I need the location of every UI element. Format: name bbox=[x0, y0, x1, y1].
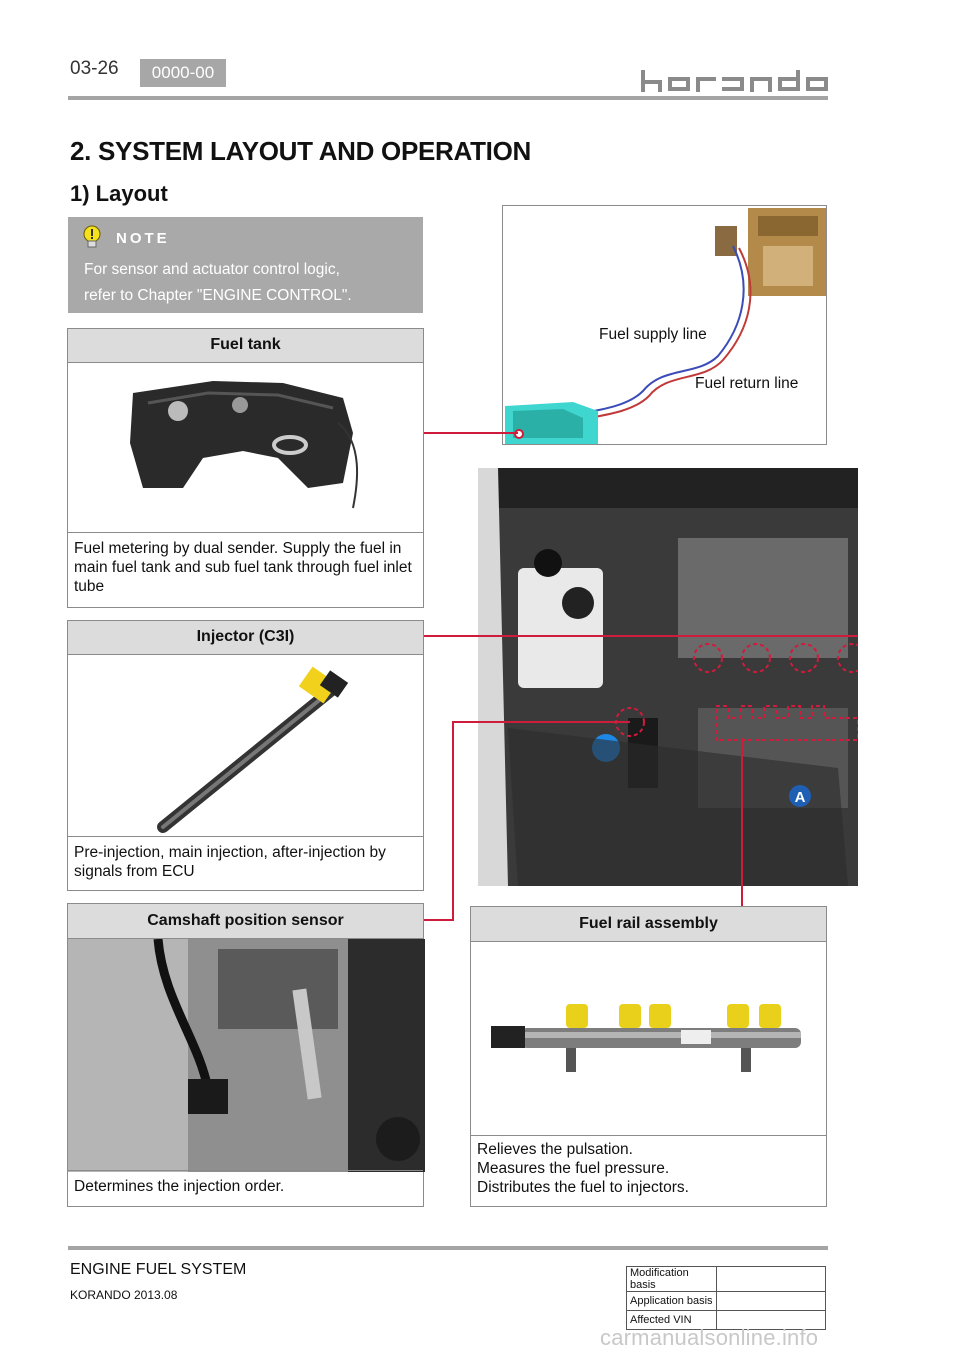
callout-line-camshaft-h2 bbox=[452, 721, 630, 723]
fuel-tank-image bbox=[68, 363, 425, 533]
footer-date: KORANDO 2013.08 bbox=[70, 1288, 178, 1302]
fuel-rail-image bbox=[471, 942, 828, 1137]
note-label: NOTE bbox=[116, 230, 170, 247]
note-text bbox=[84, 257, 352, 309]
fuel-rail-description bbox=[471, 1135, 826, 1206]
camshaft-sensor-title: Camshaft position sensor bbox=[68, 904, 423, 939]
table-cell-value bbox=[717, 1292, 826, 1311]
engine-marker-label: A bbox=[794, 789, 806, 806]
fuel-rail-line-1: Relieves the pulsation. bbox=[477, 1141, 633, 1158]
table-cell-value bbox=[717, 1267, 826, 1292]
fuel-return-label: Fuel return line bbox=[695, 375, 799, 392]
footer-rule bbox=[68, 1246, 828, 1250]
section-title: 2. SYSTEM LAYOUT AND OPERATION bbox=[70, 136, 531, 166]
fuel-lines-diagram bbox=[502, 205, 827, 445]
callout-line-camshaft-h1 bbox=[424, 919, 454, 921]
fuel-rail-line-3: Distributes the fuel to injectors. bbox=[477, 1179, 689, 1196]
korando-logo bbox=[640, 70, 828, 92]
table-cell-label: Modification basis bbox=[627, 1267, 717, 1292]
header-rule bbox=[68, 96, 828, 100]
injector-box bbox=[67, 620, 424, 891]
table-row bbox=[627, 1292, 826, 1311]
note-line-1: For sensor and actuator control logic, bbox=[84, 261, 340, 278]
note-line-2: refer to Chapter "ENGINE CONTROL". bbox=[84, 287, 352, 304]
modification-table bbox=[626, 1266, 826, 1330]
callout-line-camshaft-v bbox=[452, 721, 454, 921]
watermark: carmanualsonline.info bbox=[600, 1325, 819, 1350]
lightbulb-icon bbox=[80, 224, 104, 250]
injector-image bbox=[68, 655, 425, 838]
page-number: 03-26 bbox=[70, 58, 119, 79]
injector-title: Injector (C3I) bbox=[68, 621, 423, 655]
injector-description: Pre-injection, main injection, after-injection by signals from ECU bbox=[68, 836, 423, 890]
fuel-rail-box bbox=[470, 906, 827, 1207]
fuel-supply-label: Fuel supply line bbox=[599, 326, 707, 343]
callout-line-injector bbox=[424, 635, 858, 637]
code-badge: 0000-00 bbox=[140, 59, 226, 87]
fuel-tank-description: Fuel metering by dual sender. Supply the fuel in main fuel tank and sub fuel tank through fuel inlet tube bbox=[68, 532, 423, 607]
camshaft-sensor-description: Determines the injection order. bbox=[68, 1170, 423, 1206]
callout-line-fuel-tank bbox=[424, 432, 518, 434]
callout-line-fuel-rail bbox=[741, 738, 743, 906]
camshaft-sensor-image bbox=[68, 939, 425, 1172]
footer-title: ENGINE FUEL SYSTEM bbox=[70, 1261, 247, 1278]
table-cell-label: Application basis bbox=[627, 1292, 717, 1311]
engine-bay-photo bbox=[478, 468, 858, 886]
camshaft-sensor-box bbox=[67, 903, 424, 1207]
table-cell-label: Affected VIN bbox=[627, 1311, 717, 1330]
fuel-rail-line-2: Measures the fuel pressure. bbox=[477, 1160, 670, 1177]
fuel-rail-title: Fuel rail assembly bbox=[471, 907, 826, 942]
subsection-title: 1) Layout bbox=[70, 181, 168, 206]
fuel-tank-box bbox=[67, 328, 424, 608]
table-row bbox=[627, 1267, 826, 1292]
fuel-tank-title: Fuel tank bbox=[68, 329, 423, 363]
